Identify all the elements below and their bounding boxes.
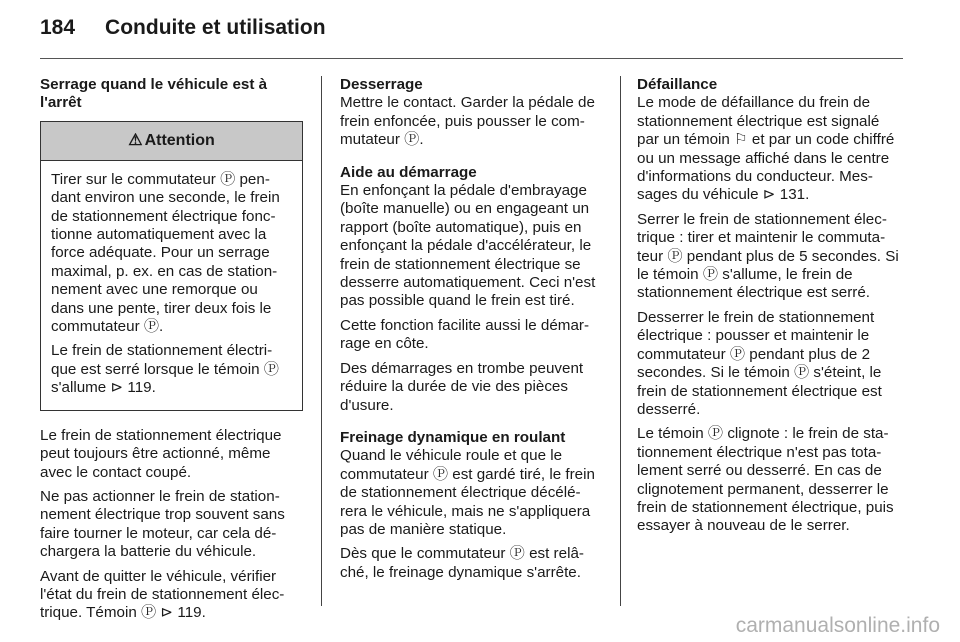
page-header [40, 16, 326, 50]
paragraph: En enfonçant la pédale d'embrayage (boîte manuelle) ou en engageant un rapport (boîte automatique), puis en enfonçant la pédale d'accélérateur, le frein de stationnement électrique se desserre automatiquement. Ceci n'est pas possible quand le frein est tiré. [340, 182, 596, 310]
paragraph: Le mode de défaillance du frein de stationnement électrique est signalé par un témoin ⚐ et par un code chiffré ou un message affiché dans le centre d'informations du conducteur. Mes-sages du véhicule ⊳ 131. [637, 94, 895, 204]
header-rule [40, 58, 903, 59]
section-title: Serrage quand le véhicule est à l'arrêt [40, 76, 268, 112]
section-heading: Desserrage [340, 76, 423, 93]
attention-box [40, 121, 303, 411]
column-divider [620, 76, 621, 606]
section-heading: Aide au démarrage [340, 163, 477, 181]
attention-paragraph: Tirer sur le commutateur Ⓟ pen-dant environ une seconde, le frein de stationnement électrique fonc-tionne automatiquement avec la force adéquate. Pour un serrage maximal, p. ex. en cas de station-nement avec une remorque ou dans une pente, tirer deux fois le commutateur Ⓟ. [51, 170, 280, 336]
paragraph: Des démarrages en trombe peuvent réduire la durée de vie des pièces d'usure. [340, 359, 584, 414]
paragraph: Serrer le frein de stationnement élec-trique : tirer et maintenir le commuta-teur Ⓟ pendant plus de 5 secondes. Si le témoin Ⓟ s'allume, le frein de stationnement électrique est serré. [637, 210, 899, 302]
paragraph: Le frein de stationnement électrique peut toujours être actionné, même avec le contact coupé. [40, 426, 282, 481]
column-left [40, 76, 303, 629]
section-heading: Défaillance [637, 76, 718, 93]
watermark: carmanualsonline.info [735, 614, 940, 637]
paragraph: Dès que le commutateur Ⓟ est relâ-ché, le freinage dynamique s'arrête. [340, 545, 584, 581]
paragraph: Mettre le contact. Garder la pédale de frein enfoncée, puis pousser le com-mutateur Ⓟ. [340, 94, 595, 149]
section-heading: Freinage dynamique en roulant [340, 428, 566, 446]
paragraph: Cette fonction facilite aussi le démar-rage en côte. [340, 316, 590, 353]
column-divider [321, 76, 322, 606]
page-number: 184 [40, 16, 76, 39]
attention-header [41, 122, 302, 161]
warning-triangle-icon: ⚠ [128, 131, 143, 149]
column-right [637, 76, 903, 542]
paragraph: Desserrer le frein de stationnement électrique : pousser et maintenir le commutateur Ⓟ pendant plus de 2 secondes. Si le témoin Ⓟ s'éteint, le frein de stationnement électrique est desserré. [637, 308, 882, 418]
attention-paragraph: Le frein de stationnement électri-que est serré lorsque le témoin Ⓟ s'allume ⊳ 119. [51, 342, 279, 397]
paragraph: Ne pas actionner le frein de station-nement électrique trop souvent sans faire tourner le moteur, car cela dé-chargera la batterie du véhicule. [40, 487, 285, 561]
paragraph: Avant de quitter le véhicule, vérifier l'état du frein de stationnement élec-trique. Témoin Ⓟ ⊳ 119. [40, 567, 285, 622]
attention-title: Attention [144, 131, 215, 149]
chapter-title: Conduite et utilisation [105, 16, 326, 39]
column-middle [340, 76, 604, 596]
paragraph: Le témoin Ⓟ clignote : le frein de sta-tionnement électrique n'est pas tota-lement serré ou desserré. En cas de clignotement permanent, desserrer le frein de stationnement électrique, puis essayer à nouveau de le serrer. [637, 425, 894, 535]
attention-body [41, 161, 302, 410]
paragraph: Quand le véhicule roule et que le commutateur Ⓟ est gardé tiré, le frein de stationnement électrique décélé-rera le véhicule, mais ne s'appliquera pas de manière statique. [340, 447, 595, 538]
